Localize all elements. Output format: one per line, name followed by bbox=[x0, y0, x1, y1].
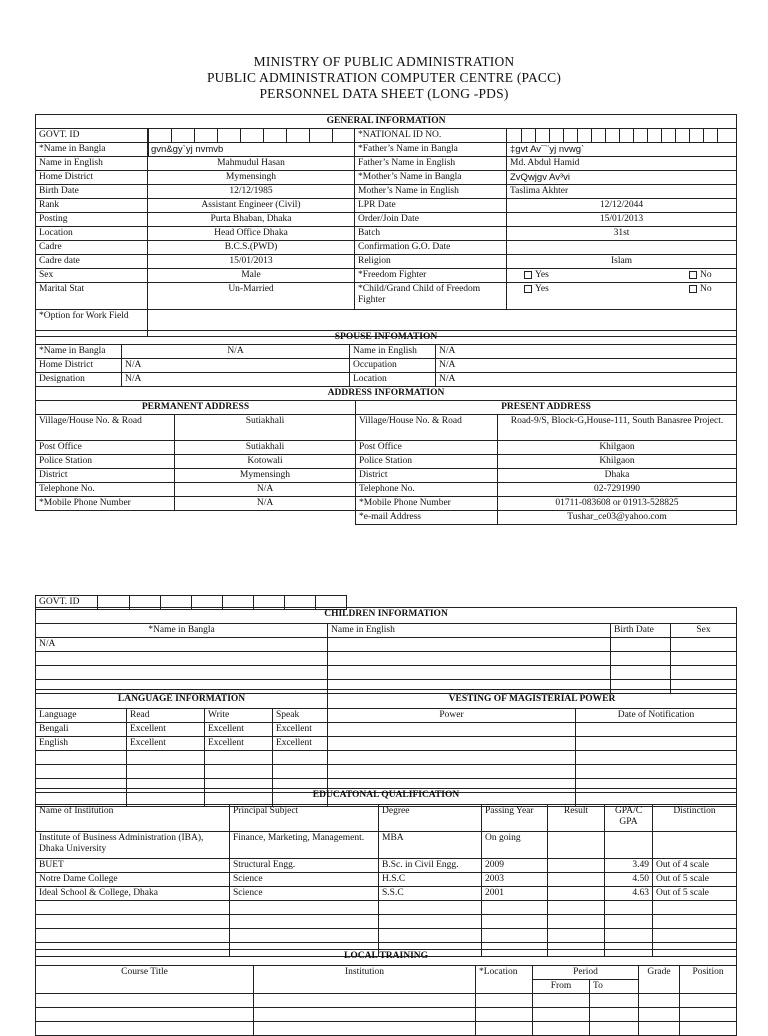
table-row bbox=[36, 723, 328, 737]
freedom-yes-option[interactable]: Yes bbox=[524, 270, 549, 281]
table-row bbox=[36, 638, 737, 652]
training-col-course: Course Title bbox=[36, 966, 254, 994]
table-cell[interactable]: Science bbox=[230, 873, 379, 887]
perm-post-office-value[interactable]: Sutiakhali bbox=[175, 441, 356, 455]
mother-english-value[interactable]: Taslima Akhter bbox=[507, 185, 737, 199]
table-cell[interactable]: Excellent bbox=[273, 723, 328, 737]
birth-date-label: Birth Date bbox=[36, 185, 148, 199]
table-cell[interactable] bbox=[548, 901, 605, 915]
table-cell[interactable]: BUET bbox=[36, 859, 230, 873]
table-row bbox=[36, 873, 737, 887]
mother-english-label: Mother’s Name in English bbox=[355, 185, 507, 199]
table-cell[interactable] bbox=[680, 1008, 737, 1022]
general-info-table bbox=[35, 114, 737, 337]
order-join-date-label: Order/Join Date bbox=[355, 213, 507, 227]
page2-govt-id-label: GOVT. ID bbox=[36, 596, 98, 610]
table-row bbox=[36, 887, 737, 901]
table-cell[interactable]: Excellent bbox=[273, 737, 328, 751]
pres-village-value[interactable]: Road-9/S, Block-G,House-111, South Banasree Project. bbox=[498, 415, 737, 441]
home-district-label: Home District bbox=[36, 171, 148, 185]
local-training-table bbox=[35, 949, 737, 1036]
table-cell[interactable]: H.S.C bbox=[379, 873, 482, 887]
training-col-position: Position bbox=[680, 966, 737, 994]
table-row bbox=[328, 751, 737, 765]
table-cell[interactable] bbox=[590, 1008, 639, 1022]
table-cell[interactable] bbox=[639, 1008, 680, 1022]
pres-police-station-value[interactable]: Khilgaon bbox=[498, 455, 737, 469]
table-cell[interactable] bbox=[605, 832, 653, 859]
location-label: Location bbox=[36, 227, 148, 241]
table-row bbox=[36, 929, 737, 943]
table-row bbox=[36, 915, 737, 929]
home-district-value[interactable]: Mymensingh bbox=[148, 171, 355, 185]
name-english-label: Name in English bbox=[36, 157, 148, 171]
table-cell[interactable]: 2009 bbox=[482, 859, 548, 873]
religion-value[interactable]: Islam bbox=[507, 255, 737, 269]
father-english-value[interactable]: Md. Abdul Hamid bbox=[507, 157, 737, 171]
marital-status-value[interactable]: Un-Married bbox=[148, 283, 355, 310]
pres-post-office-value[interactable]: Khilgaon bbox=[498, 441, 737, 455]
spouse-name-english-label: Name in English bbox=[350, 345, 436, 359]
language-col-write: Write bbox=[205, 709, 273, 723]
sex-value[interactable]: Male bbox=[148, 269, 355, 283]
present-address-heading: PRESENT ADDRESS bbox=[356, 401, 737, 415]
permanent-address-heading: PERMANENT ADDRESS bbox=[36, 401, 356, 415]
perm-telephone-value[interactable]: N/A bbox=[175, 483, 356, 497]
table-cell[interactable] bbox=[205, 765, 273, 779]
spouse-info-heading: SPOUSE INFOMATION bbox=[36, 331, 737, 345]
perm-district-label: District bbox=[36, 469, 175, 483]
language-col-read: Read bbox=[127, 709, 205, 723]
spouse-name-bangla-value[interactable]: N/A bbox=[122, 345, 350, 359]
table-cell[interactable] bbox=[533, 1008, 590, 1022]
table-cell[interactable] bbox=[548, 832, 605, 859]
table-cell[interactable] bbox=[653, 929, 737, 943]
cadre-label: Cadre bbox=[36, 241, 148, 255]
edu-col-distinction: Distinction bbox=[653, 805, 737, 832]
table-cell[interactable] bbox=[533, 994, 590, 1008]
name-english-value[interactable]: Mahmudul Hasan bbox=[148, 157, 355, 171]
edu-col-institution: Name of Institution bbox=[36, 805, 230, 832]
table-cell[interactable] bbox=[127, 751, 205, 765]
table-cell[interactable]: 4.63 bbox=[605, 887, 653, 901]
children-col-name-english: Name in English bbox=[328, 624, 611, 638]
cadre-date-label: Cadre date bbox=[36, 255, 148, 269]
perm-police-station-label: Police Station bbox=[36, 455, 175, 469]
table-cell[interactable] bbox=[36, 1008, 254, 1022]
table-cell[interactable]: Science bbox=[230, 887, 379, 901]
table-cell[interactable] bbox=[576, 751, 737, 765]
pres-email-value[interactable]: Tushar_ce03@yahoo.com bbox=[498, 511, 737, 525]
table-cell[interactable] bbox=[605, 915, 653, 929]
table-cell[interactable] bbox=[482, 929, 548, 943]
batch-value[interactable]: 31st bbox=[507, 227, 737, 241]
magisterial-col-power: Power bbox=[328, 709, 576, 723]
table-cell[interactable] bbox=[476, 1008, 533, 1022]
table-cell[interactable]: Bengali bbox=[36, 723, 127, 737]
training-col-institution: Institution bbox=[254, 966, 476, 994]
pres-mobile-label: *Mobile Phone Number bbox=[356, 497, 498, 511]
lpr-date-value[interactable]: 12/12/2044 bbox=[507, 199, 737, 213]
child-ff-yes-option[interactable]: Yes bbox=[524, 284, 549, 295]
table-cell[interactable] bbox=[328, 666, 611, 680]
table-cell[interactable] bbox=[548, 887, 605, 901]
table-cell[interactable] bbox=[576, 765, 737, 779]
table-cell[interactable] bbox=[611, 666, 671, 680]
father-bangla-label: *Father’s Name in Bangla bbox=[355, 143, 507, 157]
table-cell[interactable]: Excellent bbox=[205, 723, 273, 737]
table-cell[interactable] bbox=[230, 929, 379, 943]
training-col-period: Period bbox=[533, 966, 639, 980]
table-cell[interactable] bbox=[328, 652, 611, 666]
blank-cell bbox=[36, 511, 175, 525]
table-cell[interactable] bbox=[590, 994, 639, 1008]
pres-district-label: District bbox=[356, 469, 498, 483]
table-cell[interactable]: 3.49 bbox=[605, 859, 653, 873]
table-cell[interactable] bbox=[379, 915, 482, 929]
posting-value[interactable]: Purta Bhaban, Dhaka bbox=[148, 213, 355, 227]
children-col-birth-date: Birth Date bbox=[611, 624, 671, 638]
birth-date-value[interactable]: 12/12/1985 bbox=[148, 185, 355, 199]
table-row bbox=[36, 737, 328, 751]
edu-col-gpa: GPA/C GPA bbox=[605, 805, 653, 832]
spouse-designation-label: Designation bbox=[36, 373, 122, 387]
rank-label: Rank bbox=[36, 199, 148, 213]
spouse-home-district-value[interactable]: N/A bbox=[122, 359, 350, 373]
address-info-table bbox=[35, 386, 737, 525]
table-cell[interactable] bbox=[36, 915, 230, 929]
table-cell[interactable]: Out of 5 scale bbox=[653, 873, 737, 887]
spouse-info-table bbox=[35, 330, 737, 387]
table-cell[interactable]: S.S.C bbox=[379, 887, 482, 901]
table-cell[interactable]: Out of 5 scale bbox=[653, 887, 737, 901]
general-info-heading: GENERAL INFORMATION bbox=[36, 115, 737, 129]
table-cell[interactable]: English bbox=[36, 737, 127, 751]
table-cell[interactable] bbox=[379, 901, 482, 915]
table-cell[interactable]: Structural Engg. bbox=[230, 859, 379, 873]
perm-mobile-label: *Mobile Phone Number bbox=[36, 497, 175, 511]
religion-label: Religion bbox=[355, 255, 507, 269]
name-bangla-label: *Name in Bangla bbox=[36, 143, 148, 157]
cadre-date-value[interactable]: 15/01/2013 bbox=[148, 255, 355, 269]
spouse-name-english-value[interactable]: N/A bbox=[436, 345, 737, 359]
edu-col-result: Result bbox=[548, 805, 605, 832]
table-cell[interactable] bbox=[680, 994, 737, 1008]
children-col-name-bangla: *Name in Bangla bbox=[36, 624, 328, 638]
table-cell[interactable] bbox=[328, 638, 611, 652]
table-row bbox=[36, 901, 737, 915]
table-row bbox=[36, 1008, 737, 1022]
table-cell[interactable]: Excellent bbox=[127, 737, 205, 751]
table-cell[interactable] bbox=[36, 652, 328, 666]
pres-post-office-label: Post Office bbox=[356, 441, 498, 455]
children-info-table bbox=[35, 607, 737, 694]
training-col-location: *Location bbox=[476, 966, 533, 994]
order-join-date-value[interactable]: 15/01/2013 bbox=[507, 213, 737, 227]
education-heading: EDUCATONAL QUALIFICATION bbox=[36, 789, 737, 805]
mother-bangla-value[interactable]: ZvQwjgv Av³vi bbox=[507, 171, 737, 185]
spouse-location-value[interactable]: N/A bbox=[436, 373, 737, 387]
table-cell[interactable]: Notre Dame College bbox=[36, 873, 230, 887]
pres-telephone-label: Telephone No. bbox=[356, 483, 498, 497]
table-cell[interactable]: N/A bbox=[36, 638, 328, 652]
table-cell[interactable] bbox=[548, 873, 605, 887]
table-row bbox=[36, 751, 328, 765]
sheet-title: PERSONNEL DATA SHEET (LONG -PDS) bbox=[259, 86, 509, 101]
father-english-label: Father’s Name in English bbox=[355, 157, 507, 171]
checkbox-icon[interactable] bbox=[524, 285, 532, 293]
table-row bbox=[36, 652, 737, 666]
child-ff-options bbox=[507, 283, 737, 310]
spouse-occupation-label: Occupation bbox=[350, 359, 436, 373]
confirmation-go-date-label: Confirmation G.O. Date bbox=[355, 241, 507, 255]
table-cell[interactable] bbox=[328, 751, 576, 765]
marital-status-label: Marital Stat bbox=[36, 283, 148, 310]
perm-post-office-label: Post Office bbox=[36, 441, 175, 455]
table-cell[interactable] bbox=[671, 652, 737, 666]
table-row bbox=[36, 832, 737, 859]
table-cell[interactable]: Excellent bbox=[127, 723, 205, 737]
table-cell[interactable] bbox=[482, 915, 548, 929]
training-col-from: From bbox=[533, 980, 590, 994]
training-col-to: To bbox=[590, 980, 639, 994]
table-cell[interactable]: MBA bbox=[379, 832, 482, 859]
perm-village-value[interactable]: Sutiakhali bbox=[175, 415, 356, 441]
table-cell[interactable] bbox=[230, 915, 379, 929]
local-training-heading: LOCAL TRAINING bbox=[36, 950, 737, 966]
govt-id-label: GOVT. ID bbox=[36, 129, 148, 143]
perm-telephone-label: Telephone No. bbox=[36, 483, 175, 497]
table-cell[interactable] bbox=[36, 751, 127, 765]
pres-email-label: *e-mail Address bbox=[356, 511, 498, 525]
blank-cell bbox=[175, 511, 356, 525]
table-cell[interactable] bbox=[273, 765, 328, 779]
table-cell[interactable] bbox=[548, 859, 605, 873]
table-cell[interactable] bbox=[639, 994, 680, 1008]
table-row bbox=[36, 765, 328, 779]
table-cell[interactable] bbox=[611, 638, 671, 652]
child-ff-no-option[interactable]: No bbox=[689, 284, 712, 295]
address-info-heading: ADDRESS INFORMATION bbox=[36, 387, 737, 401]
table-cell[interactable]: Out of 4 scale bbox=[653, 859, 737, 873]
table-cell[interactable] bbox=[605, 901, 653, 915]
govt-id-boxes[interactable] bbox=[148, 129, 355, 143]
table-row bbox=[36, 666, 737, 680]
ministry-title: MINISTRY OF PUBLIC ADMINISTRATION bbox=[253, 54, 515, 69]
table-cell[interactable]: Excellent bbox=[205, 737, 273, 751]
table-cell[interactable] bbox=[576, 737, 737, 751]
table-cell[interactable] bbox=[36, 666, 328, 680]
table-cell[interactable] bbox=[205, 751, 273, 765]
spouse-occupation-value[interactable]: N/A bbox=[436, 359, 737, 373]
child-freedom-fighter-label: *Child/Grand Child of Freedom Fighter bbox=[355, 283, 507, 310]
table-row bbox=[328, 765, 737, 779]
perm-police-station-value[interactable]: Kotowali bbox=[175, 455, 356, 469]
children-info-heading: CHILDREN INFORMATION bbox=[36, 608, 737, 624]
perm-village-label: Village/House No. & Road bbox=[36, 415, 175, 441]
pres-mobile-value[interactable]: 01711-083608 or 01913-528825 bbox=[498, 497, 737, 511]
freedom-fighter-label: *Freedom Fighter bbox=[355, 269, 507, 283]
table-cell[interactable] bbox=[328, 723, 576, 737]
table-cell[interactable] bbox=[36, 929, 230, 943]
table-cell[interactable] bbox=[605, 929, 653, 943]
spouse-home-district-label: Home District bbox=[36, 359, 122, 373]
table-cell[interactable] bbox=[653, 901, 737, 915]
table-cell[interactable]: 4.50 bbox=[605, 873, 653, 887]
table-cell[interactable] bbox=[482, 901, 548, 915]
table-cell[interactable] bbox=[36, 994, 254, 1008]
freedom-fighter-options bbox=[507, 269, 737, 283]
cadre-value[interactable]: B.C.S.(PWD) bbox=[148, 241, 355, 255]
language-col-speak: Speak bbox=[273, 709, 328, 723]
checkbox-icon[interactable] bbox=[524, 271, 532, 279]
table-cell[interactable] bbox=[328, 737, 576, 751]
table-cell[interactable] bbox=[273, 751, 328, 765]
education-table bbox=[35, 788, 737, 957]
table-cell[interactable] bbox=[328, 765, 576, 779]
table-cell[interactable] bbox=[127, 765, 205, 779]
table-cell[interactable] bbox=[671, 666, 737, 680]
magisterial-col-date: Date of Notification bbox=[576, 709, 737, 723]
children-col-sex: Sex bbox=[671, 624, 737, 638]
posting-label: Posting bbox=[36, 213, 148, 227]
table-cell[interactable]: Institute of Business Administration (IBA), Dhaka University bbox=[36, 832, 230, 859]
table-cell[interactable]: On going bbox=[482, 832, 548, 859]
pres-telephone-value[interactable]: 02-7291990 bbox=[498, 483, 737, 497]
table-cell[interactable] bbox=[254, 1008, 476, 1022]
checkbox-icon[interactable] bbox=[689, 285, 697, 293]
edu-col-passing-year: Passing Year bbox=[482, 805, 548, 832]
table-cell[interactable] bbox=[36, 901, 230, 915]
centre-title: PUBLIC ADMINISTRATION COMPUTER CENTRE (PACC) bbox=[206, 70, 562, 85]
pres-district-value[interactable]: Dhaka bbox=[498, 469, 737, 483]
table-cell[interactable]: 2001 bbox=[482, 887, 548, 901]
table-cell[interactable] bbox=[611, 652, 671, 666]
table-cell[interactable] bbox=[254, 994, 476, 1008]
national-id-boxes[interactable] bbox=[507, 129, 737, 143]
table-cell[interactable] bbox=[379, 929, 482, 943]
lpr-date-label: LPR Date bbox=[355, 199, 507, 213]
freedom-no-option[interactable]: No bbox=[689, 270, 712, 281]
table-cell[interactable] bbox=[36, 765, 127, 779]
perm-mobile-value[interactable]: N/A bbox=[175, 497, 356, 511]
spouse-designation-value[interactable]: N/A bbox=[122, 373, 350, 387]
pres-village-label: Village/House No. & Road bbox=[356, 415, 498, 441]
option-work-field-label: *Option for Work Field bbox=[36, 310, 148, 337]
confirmation-go-date-value[interactable] bbox=[507, 241, 737, 255]
training-col-grade: Grade bbox=[639, 966, 680, 994]
table-cell[interactable]: 2003 bbox=[482, 873, 548, 887]
edu-col-subject: Principal Subject bbox=[230, 805, 379, 832]
language-col-language: Language bbox=[36, 709, 127, 723]
table-cell[interactable]: Finance, Marketing, Management. bbox=[230, 832, 379, 859]
language-info-heading: LANGUAGE INFORMATION bbox=[36, 690, 328, 709]
table-cell[interactable]: Ideal School & College, Dhaka bbox=[36, 887, 230, 901]
table-row bbox=[36, 994, 737, 1008]
table-row bbox=[36, 859, 737, 873]
perm-district-value[interactable]: Mymensingh bbox=[175, 469, 356, 483]
pres-police-station-label: Police Station bbox=[356, 455, 498, 469]
mother-bangla-label: *Mother’s Name in Bangla bbox=[355, 171, 507, 185]
table-cell[interactable] bbox=[230, 901, 379, 915]
spouse-location-label: Location bbox=[350, 373, 436, 387]
table-cell[interactable] bbox=[548, 929, 605, 943]
national-id-label: *NATIONAL ID NO. bbox=[355, 129, 507, 143]
table-cell[interactable] bbox=[576, 723, 737, 737]
table-cell[interactable] bbox=[671, 638, 737, 652]
name-bangla-value[interactable]: gvn&gy`yj nvmvb bbox=[148, 143, 355, 157]
batch-label: Batch bbox=[355, 227, 507, 241]
table-cell[interactable] bbox=[548, 915, 605, 929]
checkbox-icon[interactable] bbox=[689, 271, 697, 279]
location-value[interactable]: Head Office Dhaka bbox=[148, 227, 355, 241]
table-cell[interactable] bbox=[476, 994, 533, 1008]
table-cell[interactable] bbox=[653, 832, 737, 859]
table-row bbox=[328, 737, 737, 751]
edu-col-degree: Degree bbox=[379, 805, 482, 832]
spouse-name-bangla-label: *Name in Bangla bbox=[36, 345, 122, 359]
father-bangla-value[interactable]: ‡gvt Av¯¨yj nvwg` bbox=[507, 143, 737, 157]
rank-value[interactable]: Assistant Engineer (Civil) bbox=[148, 199, 355, 213]
table-cell[interactable] bbox=[653, 915, 737, 929]
table-row bbox=[328, 723, 737, 737]
magisterial-power-heading: VESTING OF MAGISTERIAL POWER bbox=[328, 690, 737, 709]
sex-label: Sex bbox=[36, 269, 148, 283]
table-cell[interactable]: B.Sc. in Civil Engg. bbox=[379, 859, 482, 873]
